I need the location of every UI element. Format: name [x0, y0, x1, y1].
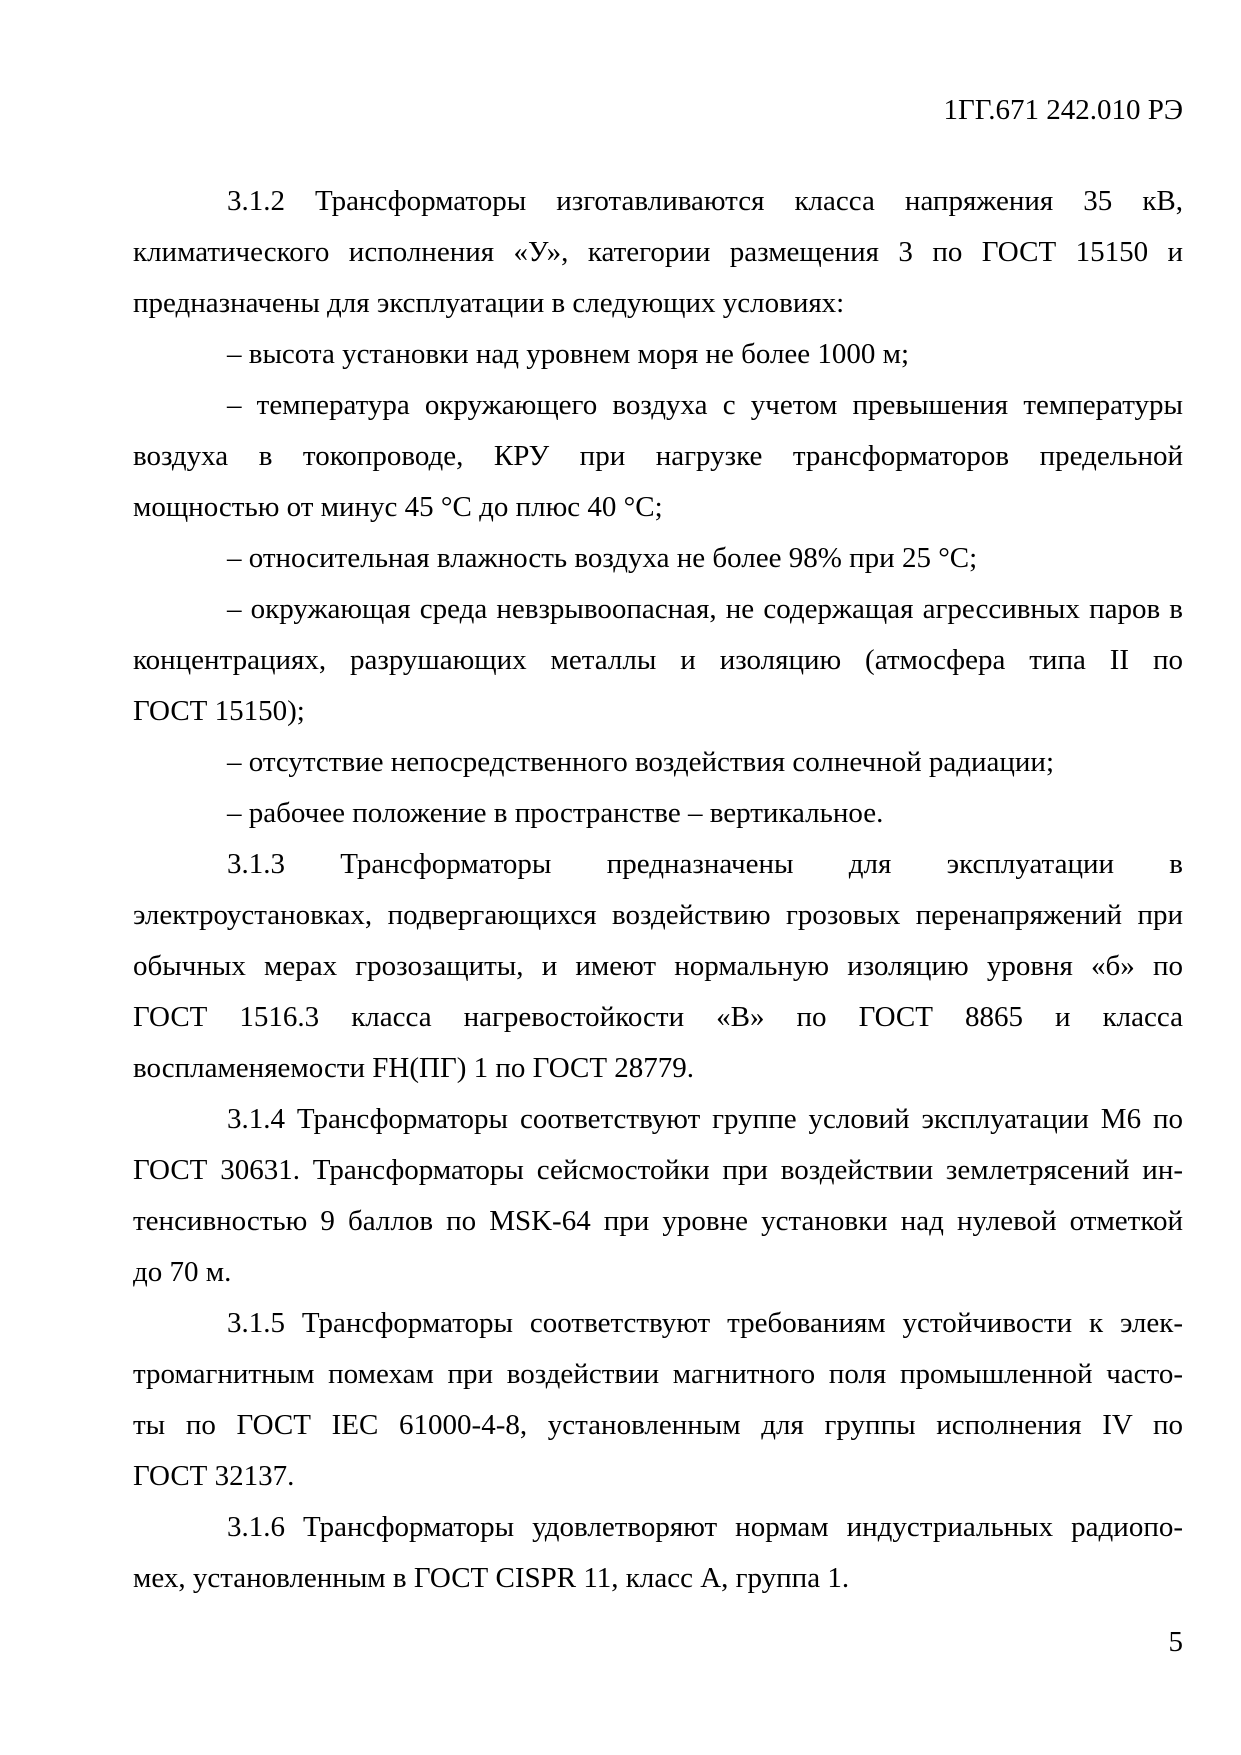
paragraph: [133, 533, 1183, 584]
text-line: ГОСТ 1516.3 класса нагревостойкости «В» по ГОСТ 8865 и класса: [133, 1001, 1183, 1033]
text-line: 3.1.2 Трансформаторы изготавливаются класса напряжения 35 кВ,: [227, 185, 1183, 217]
text-line: – отсутствие непосредственного воздействия солнечной радиации;: [227, 746, 1054, 778]
paragraph: [133, 1502, 1183, 1604]
text-line: – окружающая среда невзрывоопасная, не содержащая агрессивных паров в: [227, 593, 1183, 625]
paragraph: [133, 176, 1183, 329]
paragraph: [133, 584, 1183, 737]
paragraph: [133, 839, 1183, 1094]
paragraph: [133, 380, 1183, 533]
text-line: 3.1.6 Трансформаторы удовлетворяют нормам индустриальных радиопо-: [227, 1511, 1183, 1543]
text-line: до 70 м.: [133, 1256, 232, 1288]
paragraph: [133, 737, 1183, 788]
text-line: тенсивностью 9 баллов по MSK-64 при уровне установки над нулевой отметкой: [133, 1205, 1183, 1237]
text-line: – высота установки над уровнем моря не более 1000 м;: [227, 338, 910, 370]
text-line: климатического исполнения «У», категории размещения 3 по ГОСТ 15150 и: [133, 236, 1183, 268]
text-line: концентрациях, разрушающих металлы и изоляцию (атмосфера типа II по: [133, 644, 1183, 676]
text-line: ГОСТ 15150);: [133, 695, 305, 727]
text-line: 3.1.3 Трансформаторы предназначены для эксплуатации в: [227, 848, 1183, 880]
text-line: – относительная влажность воздуха не более 98% при 25 °С;: [227, 542, 978, 574]
page-number: 5: [1168, 1626, 1183, 1658]
text-line: мощностью от минус 45 °С до плюс 40 °С;: [133, 491, 663, 523]
text-line: мех, установленным в ГОСТ CISPR 11, класс А, группа 1.: [133, 1562, 850, 1594]
document-body: [133, 176, 1183, 1604]
paragraph: [133, 329, 1183, 380]
text-line: 3.1.5 Трансформаторы соответствуют требованиям устойчивости к элек-: [227, 1307, 1183, 1339]
text-line: тромагнитным помехам при воздействии магнитного поля промышленной часто-: [133, 1358, 1183, 1390]
text-line: ты по ГОСТ IEC 61000-4-8, установленным для группы исполнения IV по: [133, 1409, 1183, 1441]
document-code: 1ГГ.671 242.010 РЭ: [943, 94, 1183, 126]
text-line: обычных мерах грозозащиты, и имеют нормальную изоляцию уровня «б» по: [133, 950, 1183, 982]
paragraph: [133, 1298, 1183, 1502]
text-line: предназначены для эксплуатации в следующих условиях:: [133, 287, 845, 319]
text-line: – рабочее положение в пространстве – вертикальное.: [227, 797, 884, 829]
text-line: 3.1.4 Трансформаторы соответствуют группе условий эксплуатации М6 по: [227, 1103, 1183, 1135]
text-line: ГОСТ 32137.: [133, 1460, 295, 1492]
text-line: ГОСТ 30631. Трансформаторы сейсмостойки при воздействии землетрясений ин-: [133, 1154, 1183, 1186]
text-line: воздуха в токопроводе, КРУ при нагрузке трансформаторов предельной: [133, 440, 1183, 472]
text-line: – температура окружающего воздуха с учетом превышения температуры: [227, 389, 1183, 421]
paragraph: [133, 788, 1183, 839]
text-line: воспламеняемости FH(ПГ) 1 по ГОСТ 28779.: [133, 1052, 695, 1084]
text-line: электроустановках, подвергающихся воздействию грозовых перенапряжений при: [133, 899, 1183, 931]
paragraph: [133, 1094, 1183, 1298]
